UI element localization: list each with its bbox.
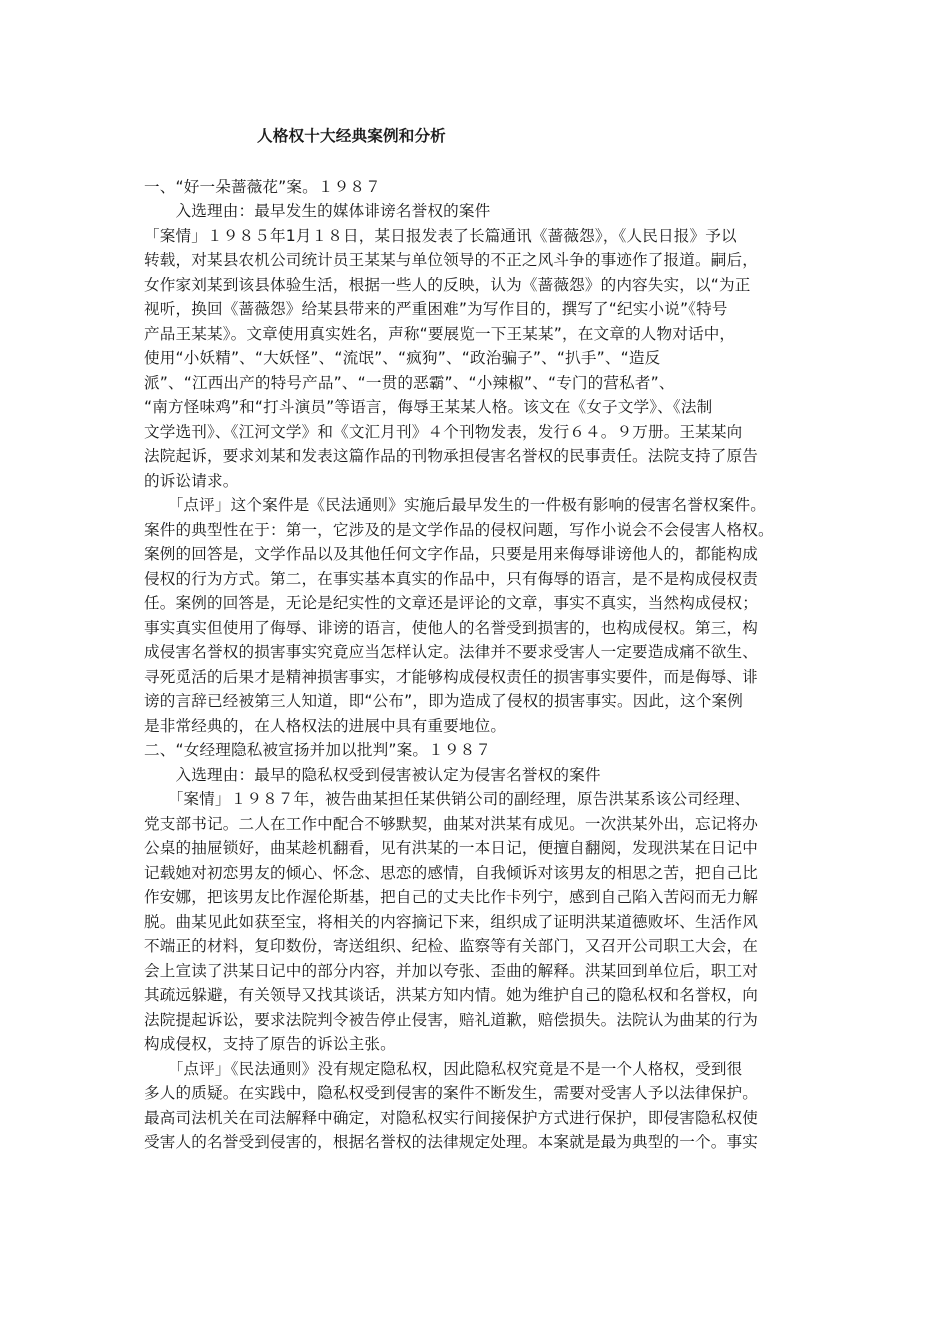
text-line: 事实真实但使用了侮辱、诽谤的语言，使他人的名誉受到损害的，也构成侵权。第三，构 [144,618,759,637]
text-line: 派”、“江西出产的特号产品”、“一贯的恶霸”、“小辣椒”、“专门的营私者”、 [144,373,675,392]
text-line: 法院提起诉讼，要求法院判令被告停止侵害，赔礼道歉，赔偿损失。法院认为曲某的行为 [144,1010,759,1029]
text-line: 入选理由：最早发生的媒体诽谤名誉权的案件 [144,202,491,220]
text-line: 视听，换回《蔷薇怨》给某县带来的严重困难”为写作目的，撰写了“纪实小说”《特号 [144,300,728,318]
text-line: 作安娜，把该男友比作渥伦斯基，把自己的丈夫比作卡列宁，感到自己陷入苦闷而无力解 [144,888,759,906]
text-line: 女作家刘某到该县体验生活，根据一些人的反映，认为《蔷薇怨》的内容失实，以“为正 [144,275,751,294]
text-line: 任。案例的回答是，无论是纪实性的文章还是评论的文章，事实不真实，当然构成侵权； [144,594,759,612]
text-line: 使用“小妖精”、“大妖怪”、“流氓”、“疯狗”、“政治骗子”、“扒手”、“造反 [144,349,661,367]
text-line: 脱。曲某见此如获至宝，将相关的内容摘记下来，组织成了证明洪某道德败坏、生活作风 [144,912,759,931]
text-line: 「点评」这个案件是《民法通则》实施后最早发生的一件极有影响的侵害名誉权案件。 [144,496,766,514]
text-line: 最高司法机关在司法解释中确定，对隐私权实行间接保护方式进行保护，即侵害隐私权使 [144,1108,759,1127]
text-line: 二、“女经理隐私被宣扬并加以批判”案。１９８７ [144,741,492,759]
text-line: 其疏远躲避，有关领导又找其谈话，洪某方知内情。她为维护自己的隐私权和名誉权，向 [144,986,759,1004]
text-line: 侵权的行为方式。第二，在事实基本真实的作品中，只有侮辱的语言，是不是构成侵权责 [144,569,759,588]
text-line: 党支部书记。二人在工作中配合不够默契，曲某对洪某有成见。一次洪某外出，忘记将办 [144,814,759,833]
text-line: 「案情」１９８７年，被告曲某担任某供销公司的副经理，原告洪某系该公司经理、 [144,790,751,808]
text-line: 法院起诉，要求刘某和发表这篇作品的刊物承担侵害名誉权的民事责任。法院支持了原告 [144,447,759,465]
text-line: 谤的言辞已经被第三人知道，即“公布”，即为造成了侵权的损害事实。因此，这个案例 [144,692,743,710]
text-line: 多人的质疑。在实践中，隐私权受到侵害的案件不断发生，需要对受害人予以法律保护。 [144,1084,759,1102]
text-line: 不端正的材料，复印数份，寄送组织、纪检、监察等有关部门，又召开公司职工大会，在 [144,937,759,955]
text-line: 是非常经典的，在人格权法的进展中具有重要地位。 [144,716,507,735]
text-line: 构成侵权，支持了原告的诉讼主张。 [144,1035,396,1053]
document-body [144,175,808,1155]
text-line: 的诉讼请求。 [144,471,239,490]
text-line: 「案情」１９８５年1月１８日，某日报发表了长篇通讯《蔷薇怨》，《人民日报》予以 [144,226,737,245]
text-line: 文学选刊》、《江河文学》和《文汇月刊》４个刊物发表，发行６４。９万册。王某某向 [144,422,743,441]
text-line: 「点评」《民法通则》没有规定隐私权，因此隐私权究竟是不是一个人格权，受到很 [144,1059,743,1078]
text-line: 受害人的名誉受到侵害的，根据名誉权的法律规定处理。本案就是最为典型的一个。事实 [144,1133,759,1151]
text-line: 寻死觅活的后果才是精神损害事实，才能够构成侵权责任的损害事实要件，而是侮辱、诽 [144,667,759,686]
text-line: 公桌的抽屉锁好，曲某趁机翻看，见有洪某的一本日记，便擅自翻阅，发现洪某在日记中 [144,839,759,857]
text-line: 记载她对初恋男友的倾心、怀念、思恋的感情，自我倾诉对该男友的相思之苦，把自己比 [144,863,759,882]
text-line: 转载，对某县农机公司统计员王某某与单位领导的不正之风斗争的事迹作了报道。嗣后， [144,251,759,269]
text-line: 成侵害名誉权的损害事实究竟应当怎样认定。法律并不要求受害人一定要造成痛不欲生、 [144,643,759,661]
document-page [144,124,808,1155]
text-line: 案件的典型性在于：第一，它涉及的是文学作品的侵权问题，写作小说会不会侵害人格权。 [144,520,774,539]
text-line: 案例的回答是，文学作品以及其他任何文字作品，只要是用来侮辱诽谤他人的，都能构成 [144,545,759,563]
text-line: 入选理由：最早的隐私权受到侵害被认定为侵害名誉权的案件 [144,765,601,784]
text-line: 产品王某某》。文章使用真实姓名，声称“要展览一下王某某”，在文章的人物对话中， [144,324,736,343]
text-line: 会上宣读了洪某日记中的部分内容，并加以夸张、歪曲的解释。洪某回到单位后，职工对 [144,961,759,980]
text-line: “南方怪味鸡”和“打斗演员”等语言，侮辱王某某人格。该文在《女子文学》、《法制 [144,398,713,416]
document-title: 人格权十大经典案例和分析 [257,127,446,145]
text-line: 一、“好一朵蔷薇花”案。１９８７ [144,177,381,196]
